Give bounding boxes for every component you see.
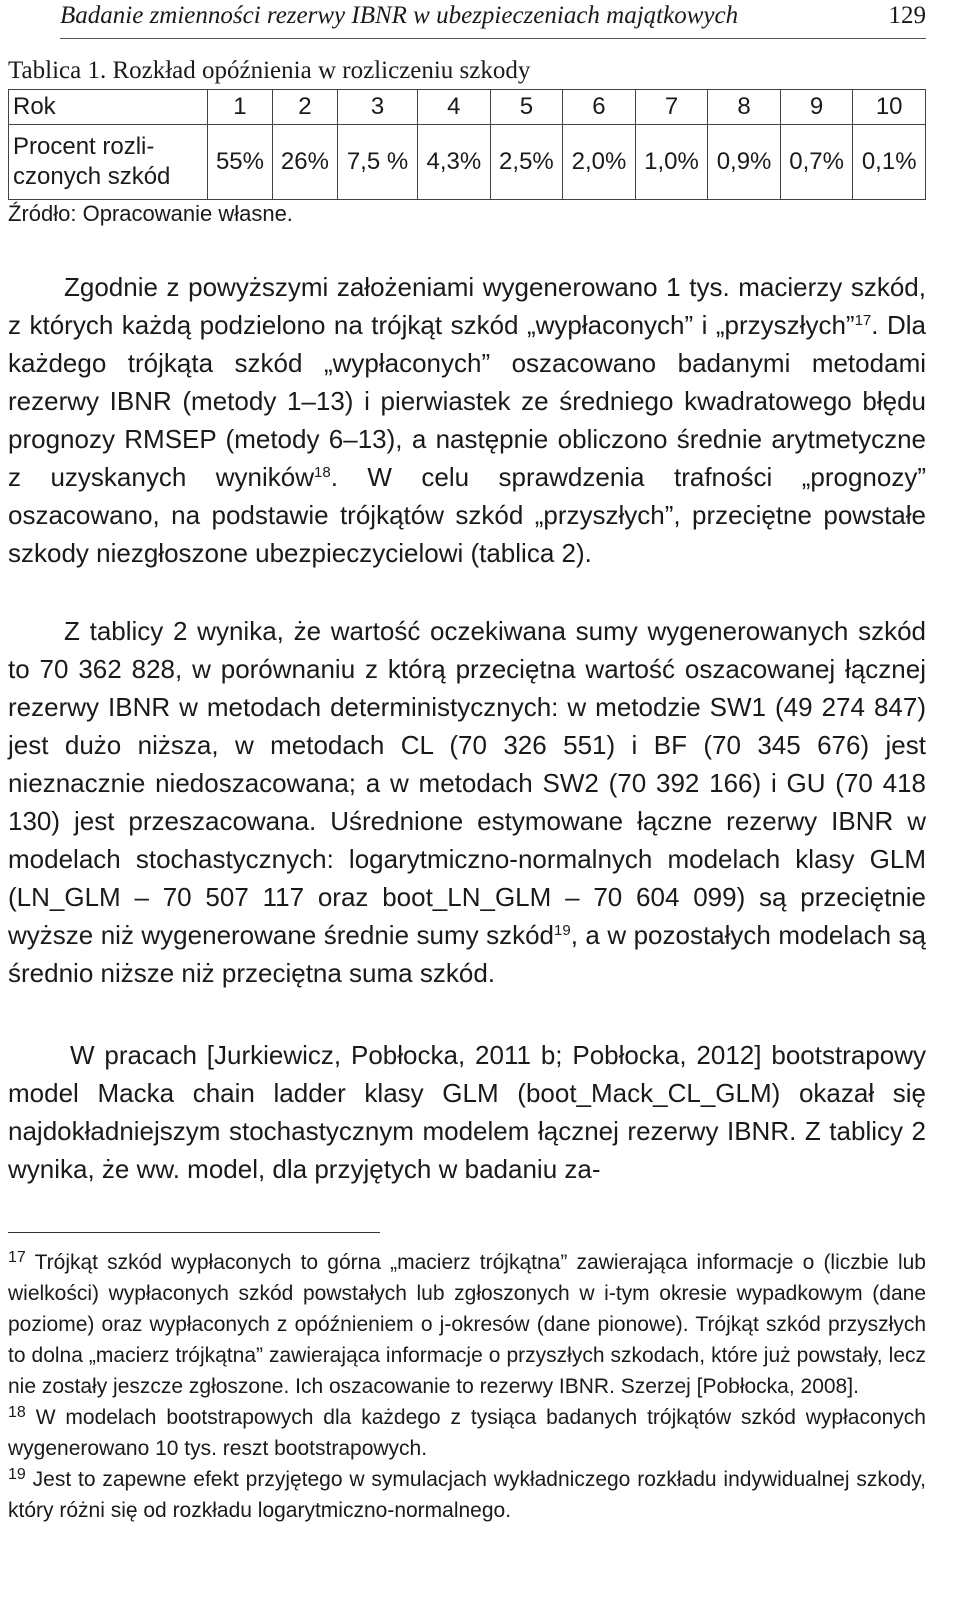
table-row-percents [9, 125, 926, 200]
delay-distribution-table [8, 89, 926, 200]
table-row-label: Rok [9, 90, 208, 125]
paragraph-text: Z tablicy 2 wynika, że wartość oczekiwana sumy wygenerowanych szkód to 70 362 828, w porównaniu z którą przeciętna wartość oszacowanej łącznej rezerwy IBNR w metodach deterministycznych: w metodzie SW1 (49 274 847) jest dużo niższa, w metodach CL (70 326 551) i BF (70 345 676) jest nieznacznie niedoszacowana; a w metodach SW2 (70 392 166) i GU (70 418 130) jest przeszacowana. Uśrednione estymowane łączne rezerwy IBNR w modelach stochastycznych: logarytmiczno-normalnych modelach klasy GLM (LN_GLM – 70 507 117 oraz boot_LN_GLM – 70 604 099) są przeciętnie wyższe niż wygenerowane średnie sumy szkód [8, 616, 926, 950]
footnote-divider [8, 1232, 380, 1233]
footnote-text: W modelach bootstrapowych dla każdego z tysiąca badanych trójkątów szkód wypłaconych wygenerowano 10 tys. reszt bootstrapowych. [8, 1406, 926, 1460]
paragraph-2 [8, 612, 926, 992]
table-cell-year: 1 [208, 90, 273, 125]
footnote-ref[interactable]: 17 [854, 312, 872, 329]
footnote-number: 19 [8, 1466, 26, 1483]
table-source-note: Źródło: Opracowanie własne. [8, 201, 293, 226]
footnote-number: 17 [8, 1249, 26, 1266]
paragraph-3: W pracach [Jurkiewicz, Pobłocka, 2011 b; Pobłocka, 2012] bootstrapowy model Macka chain ladder klasy GLM (boot_Mack_CL_GLM) okazał się najdokładniejszym stochastycznym modelem łącznej rezerwy IBNR. Z tablicy 2 wynika, że ww. model, dla przyjętych w badaniu za- [8, 1040, 926, 1184]
footnote [8, 1464, 926, 1526]
table-cell-year: 7 [635, 90, 708, 125]
table-cell-year: 10 [853, 90, 926, 125]
table-cell-percent: 2,0% [563, 125, 636, 200]
paragraph-1 [8, 268, 926, 572]
table-cell-percent: 26% [272, 125, 337, 200]
running-header-title: Badanie zmienności rezerwy IBNR w ubezpieczeniach majątkowych [60, 2, 739, 29]
paragraph-text: . W celu sprawdzenia trafności „prognozy” oszacowano, na podstawie trójkątów szkód „przyszłych”, przeciętne powstałe szkody niezgłoszone ubezpieczycielowi (tablica 2). [8, 462, 926, 568]
footnote [8, 1247, 926, 1402]
table-cell-year: 9 [780, 90, 853, 125]
table-cell-percent: 0,9% [708, 125, 781, 200]
paragraph-text: , a w pozostałych modelach są średnio niższe niż przeciętna suma szkód. [8, 920, 926, 988]
table-cell-year: 5 [490, 90, 563, 125]
table-cell-percent: 1,0% [635, 125, 708, 200]
footnotes [8, 1247, 926, 1526]
footnote-text: Trójkąt szkód wypłaconych to górna „macierz trójkątna” zawierająca informacje o (liczbie lub wielkości) wypłaconych szkód powstałych lub zgłoszonych w i-tym okresie wypadkowym (dane poziome) oraz wypłaconych z opóźnieniem o j-okresów (dane pionowe). Trójkąt szkód przyszłych to dolna „macierz trójkątna” zawierająca informacje o przyszłych szkodach, które już powstały, lecz nie zostały jeszcze zgłoszone. Ich oszacowanie to rezerwy IBNR. Szerzej [Pobłocka, 2008]. [8, 1251, 926, 1398]
footnote-ref[interactable]: 19 [554, 922, 571, 939]
table-cell-percent: 55% [208, 125, 273, 200]
table-cell-year: 6 [563, 90, 636, 125]
running-header [60, 0, 926, 39]
paragraph-text: Zgodnie z powyższymi założeniami wygenerowano 1 tys. macierzy szkód, z których każdą podzielono na trójkąt szkód „wypłaconych” i „przyszłych” [8, 272, 926, 340]
table-cell-percent: 0,1% [853, 125, 926, 200]
table-caption: Tablica 1. Rozkład opóźnienia w rozliczeniu szkody [8, 57, 531, 84]
footnote-number: 18 [8, 1404, 26, 1421]
table-row-years [9, 90, 926, 125]
table-cell-percent: 4,3% [418, 125, 491, 200]
table-cell-year: 3 [337, 90, 417, 125]
table-cell-percent: 0,7% [780, 125, 853, 200]
footnote [8, 1402, 926, 1464]
table-cell-year: 2 [272, 90, 337, 125]
footnote-text: Jest to zapewne efekt przyjętego w symulacjach wykładniczego rozkładu indywidualnej szkody, który różni się od rozkładu logarytmiczno-normalnego. [8, 1468, 926, 1522]
page-number: 129 [888, 2, 926, 29]
table-cell-year: 4 [418, 90, 491, 125]
table-cell-percent: 2,5% [490, 125, 563, 200]
table-cell-year: 8 [708, 90, 781, 125]
table-row-label: Procent rozli-czonych szkód [9, 125, 208, 200]
table-cell-percent: 7,5 % [337, 125, 417, 200]
paragraph-text: . Dla każdego trójkąta szkód „wypłaconych” oszacowano badanymi metodami rezerwy IBNR (metody 1–13) i pierwiastek ze średniego kwadratowego błędu prognozy RMSEP (metody 6–13), a następnie obliczono średnie arytmetyczne z uzyskanych wyników [8, 310, 926, 492]
footnote-ref[interactable]: 18 [314, 464, 331, 481]
